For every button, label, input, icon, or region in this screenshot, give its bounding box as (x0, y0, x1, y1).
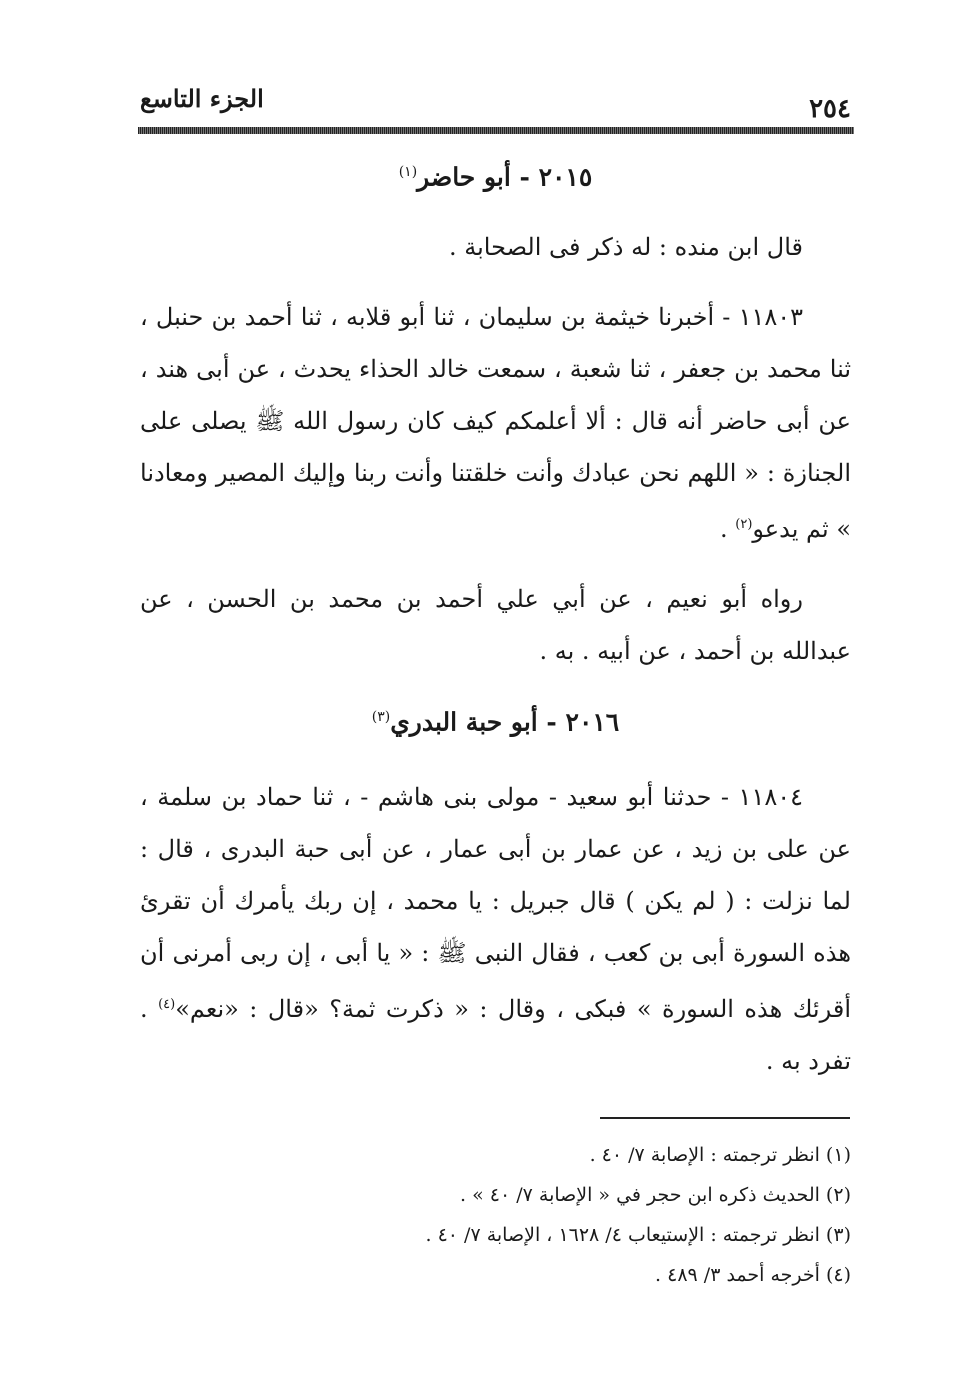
header-rule (138, 127, 854, 134)
paragraph-tail: . تفرد به . (140, 994, 851, 1075)
footnote-marker: (٤) (158, 996, 176, 1012)
hadith-text: ١١٨٠٣ - أخبرنا خيثمة بن سليمان ، ثنا أبو قلابه ، ثنا أحمد بن حنبل ، ثنا محمد بن جعفر ، ثنا شعبة ، سمعت خالد الحذاء يحدث ، عن أبى هند ، عن أبى حاضر أنه قال : ألا أعلمكم كيف كان رسول الله ﷺ يصلى على الجنازة : « اللهم نحن عبادك وأنت خلقتنا وأنت ربنا وإليك المصير ومعادنا » ثم يدعو (140, 303, 851, 544)
paragraph: قال ابن منده : له ذكر فى الصحابة . (448, 233, 803, 262)
footnote-rule (600, 1117, 850, 1119)
footnote-marker: (٢) (735, 517, 753, 533)
section-heading-text: ٢٠١٥ - أبو حاضر (417, 162, 593, 192)
hadith-paragraph (140, 771, 851, 1087)
page-number: ٢٥٤ (809, 94, 851, 124)
footnotes (140, 1135, 851, 1295)
paragraph-tail: . (720, 515, 736, 544)
hadith-paragraph (140, 291, 851, 555)
paragraph: رواه أبو نعيم ، عن أبي علي أحمد بن محمد بن الحسن ، عن عبدالله بن أحمد ، عن أبيه . به . (140, 585, 851, 666)
hadith-text: ١١٨٠٤ - حدثنا أبو سعيد - مولى بنى هاشم - ، ثنا حماد بن سلمة ، عن على بن زيد ، عن عمار بن أبى عمار ، عن أبى حبة البدرى ، قال : لما نزلت : ( لم يكن ) قال جبريل : يا محمد ، إن ربك يأمرك أن تقرئ هذه السورة أبى بن كعب ، فقال النبى ﷺ : « يا أبى ، إن ربى أمرنى أن أقرئك هذه السورة » فبكى ، وقال : « ذكرت ثمة؟ «قال : «نعم» (140, 782, 851, 1023)
footnote-marker: (٣) (371, 709, 391, 726)
main-text (140, 150, 851, 1087)
footnote: (٢) الحديث ذكره ابن حجر في « الإصابة ٧/ ٤٠ » . (460, 1184, 851, 1206)
section-heading-2015 (140, 150, 851, 199)
footnote: (٤) أخرجه أحمد ٣/ ٤٨٩ . (655, 1264, 851, 1286)
header-title: الجزء التاسع (140, 84, 264, 113)
section-heading-2016 (140, 695, 851, 744)
section-heading-text: ٢٠١٦ - أبو حبة البدري (390, 707, 620, 737)
footnote: (١) انظر ترجمته : الإصابة ٧/ ٤٠ . (589, 1144, 851, 1166)
footnote-marker: (١) (398, 164, 418, 180)
footnote: (٣) انظر ترجمته : الإستيعاب ٤/ ١٦٢٨ ، الإصابة ٧/ ٤٠ . (425, 1224, 851, 1246)
